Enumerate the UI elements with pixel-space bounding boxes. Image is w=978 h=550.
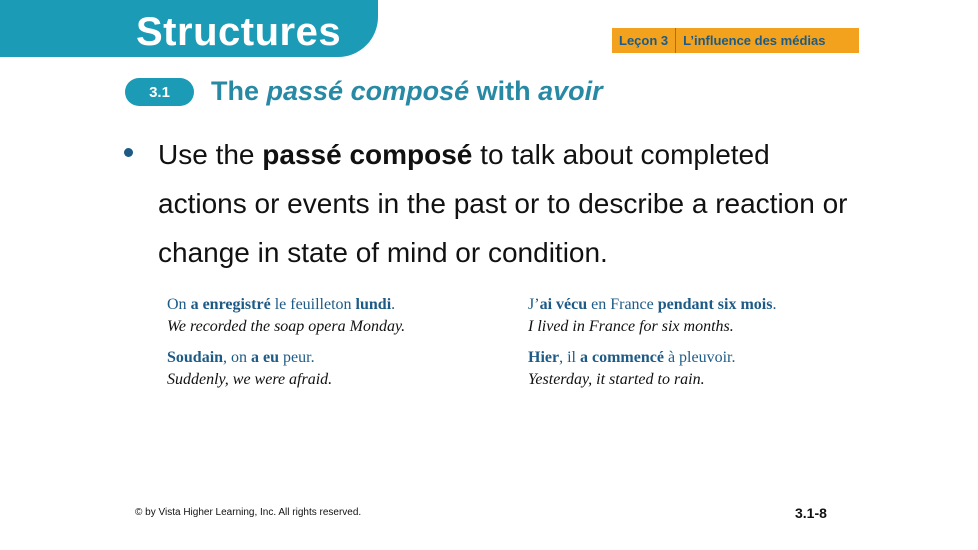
example-french-part: lundi	[355, 296, 392, 313]
example-french-part: pendant six mois	[657, 296, 773, 313]
example-french-part: peur.	[279, 349, 315, 366]
example-french-part: à pleuvoir.	[663, 349, 736, 366]
bullet-dot-icon	[124, 148, 133, 157]
example-french	[528, 347, 888, 369]
bullet-text-part: Use the	[158, 139, 263, 170]
example-french-part: en France	[587, 296, 658, 313]
example-english: I lived in France for six months.	[528, 318, 734, 335]
section-badge: 3.1	[125, 78, 194, 106]
example-english: We recorded the soap opera Monday.	[167, 318, 406, 335]
bullet-text-part: to talk about completed actions or events in the past or to describe a reaction or change in state of mind or condition.	[158, 139, 848, 268]
section-title-part: The	[211, 76, 267, 106]
example-item	[528, 347, 888, 391]
section-title-part: avoir	[538, 76, 603, 106]
lesson-name: L’influence des médias	[683, 33, 826, 48]
bullet-text-part: passé composé	[262, 139, 473, 170]
example-item	[167, 294, 527, 338]
example-french-part: ai vécu	[539, 296, 588, 313]
example-french-part: Soudain	[167, 349, 224, 366]
example-french-part: .	[772, 296, 777, 313]
lesson-tab	[612, 28, 859, 53]
example-english: Yesterday, it started to rain.	[528, 371, 705, 388]
example-item	[528, 294, 888, 338]
example-french-part: Hier	[528, 349, 560, 366]
example-french	[528, 294, 888, 316]
page-title: Structures	[136, 10, 342, 54]
lesson-number: Leçon 3	[612, 28, 676, 53]
example-french-part: J’	[528, 296, 540, 313]
example-french	[167, 294, 527, 316]
example-english: Suddenly, we were afraid.	[167, 371, 333, 388]
example-french-part: a commencé	[579, 349, 664, 366]
example-french-part: , il	[559, 349, 580, 366]
example-french-part: On	[167, 296, 191, 313]
copyright-text: © by Vista Higher Learning, Inc. All rights reserved.	[135, 507, 362, 518]
example-french-part: a eu	[251, 349, 280, 366]
example-french-part: le feuilleton	[270, 296, 356, 313]
section-title-part: passé composé	[266, 76, 470, 106]
example-french-part: a enregistré	[190, 296, 271, 313]
example-french-part: , on	[223, 349, 252, 366]
section-title-part: with	[469, 76, 539, 106]
example-french-part: .	[391, 296, 396, 313]
section-title	[211, 74, 603, 108]
bullet-text	[158, 130, 858, 277]
page-number: 3.1-8	[795, 505, 827, 521]
example-french	[167, 347, 527, 369]
example-item	[167, 347, 527, 391]
